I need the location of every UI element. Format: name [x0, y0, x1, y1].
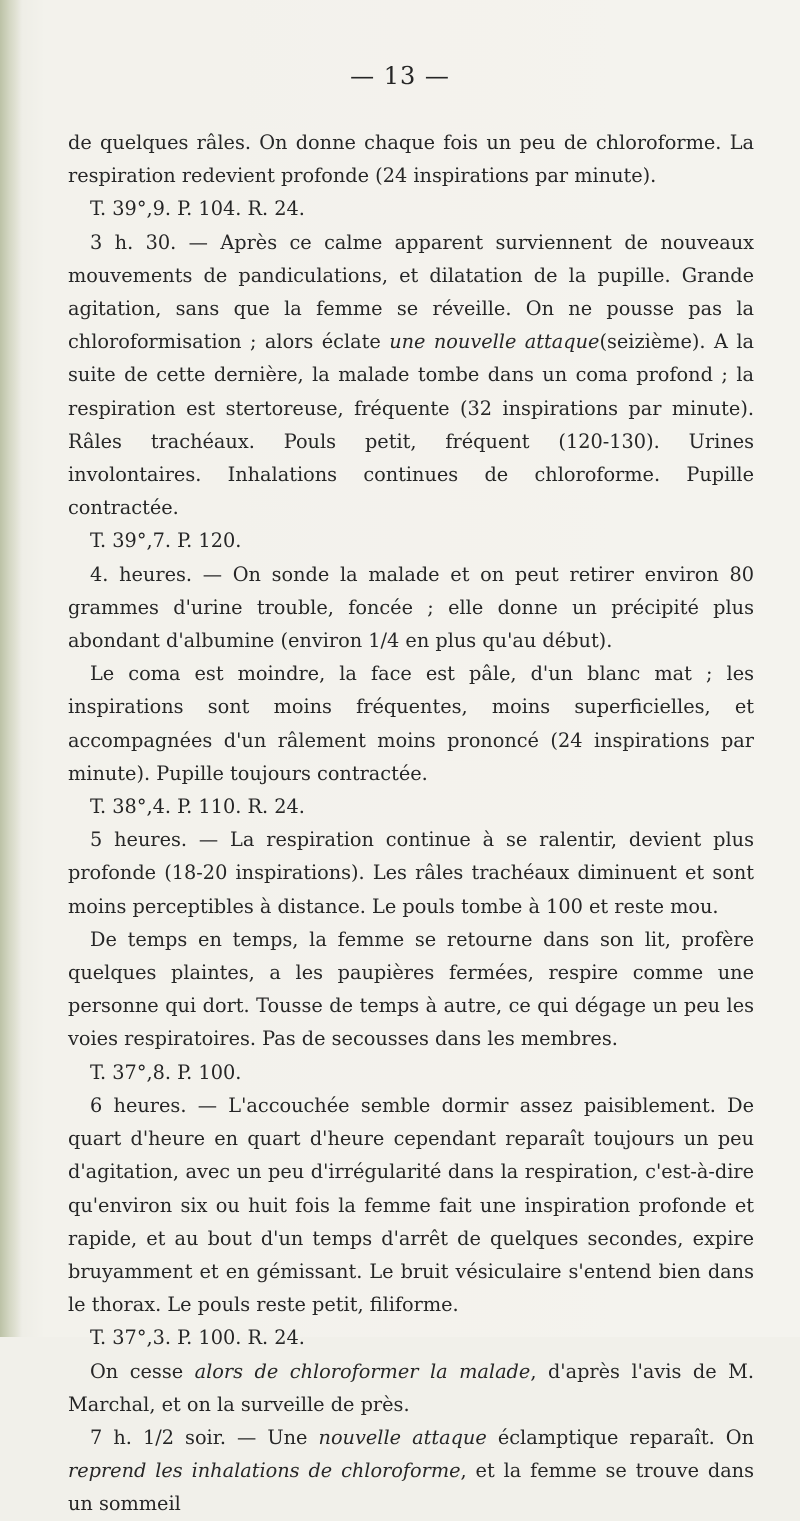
text-span: éclamptique reparaît. On — [486, 1425, 755, 1449]
vitals-line: T. 37°,8. P. 100. — [90, 1060, 242, 1084]
page-edge-shadow — [0, 0, 22, 1337]
italic-span: nouvelle attaque — [318, 1425, 487, 1449]
vitals-line: T. 38°,4. P. 110. R. 24. — [90, 795, 305, 819]
vitals-line: T. 37°,3. P. 100. R. 24. — [90, 1326, 305, 1350]
italic-span: une nouvelle attaque — [389, 330, 600, 354]
paragraph-7h30 — [68, 1421, 754, 1521]
paragraph-on-cesse — [68, 1355, 754, 1421]
italic-span: reprend les inhalations de chloroforme — [68, 1459, 461, 1483]
paragraph-3h30 — [68, 226, 754, 525]
text-span: On cesse — [90, 1359, 195, 1383]
text-span: , d'après l'avis de M. Marchal, et on la surveille de près. — [68, 1359, 754, 1416]
vitals-line: T. 39°,9. P. 104. R. 24. — [90, 197, 305, 221]
text-span: , et la femme se trouve dans un sommeil — [68, 1459, 754, 1516]
paragraph-5h: 5 heures. — La respiration continue à se ralentir, devient plus profonde (18-20 inspirations). Les râles trachéaux diminuent et sont moins perceptibles à distance. Le pouls tombe à 100 et reste mou. — [68, 828, 754, 918]
italic-span: alors de chloroformer la malade — [194, 1359, 531, 1383]
paragraph-continuation: de quelques râles. On donne chaque fois un peu de chloroforme. La respiration redevient profonde (24 inspirations par minute). — [68, 131, 754, 188]
text-span: 7 h. 1/2 soir. — Une — [90, 1425, 319, 1449]
paragraph-de-temps: De temps en temps, la femme se retourne dans son lit, profère quelques plaintes, a les paupières fermées, respire comme une personne qui dort. Tousse de temps à autre, ce qui dégage un peu les voies respiratoires. Pas de secousses dans les membres. — [68, 927, 754, 1051]
vitals-line: T. 39°,7. P. 120. — [90, 529, 242, 553]
text-span: 3 h. 30. — Après ce calme apparent surviennent de nouveaux mouvements de pandiculations, et dilatation de la pupille. Grande agitation, sans que la femme se réveille. On ne pousse pas la chloroformisation ; alors éclate — [68, 230, 754, 354]
page-number: — 13 — — [350, 62, 450, 90]
paragraph-4h: 4. heures. — On sonde la malade et on peut retirer environ 80 grammes d'urine trouble, foncée ; elle donne un précipité plus abondant d'albumine (environ 1/4 en plus qu'au début). — [68, 562, 754, 653]
text-span: (seizième). A la suite de cette dernière, la malade tombe dans un coma profond ; la respiration est stertoreuse, fréquente (32 inspirations par minute). Râles trachéaux. Pouls petit, fréquent (120-130). Urines involontaires. Inhalations continues de chloroforme. Pupille contractée. — [68, 330, 754, 520]
paragraph-6h: 6 heures. — L'accouchée semble dormir assez paisiblement. De quart d'heure en quart d'heure cependant reparaît toujours un peu d'agitation, avec un peu d'irrégularité dans la respiration, c'est-à-dire qu'environ six ou huit fois la femme fait une inspiration profonde et rapide, et au bout d'un temps d'arrêt de quelques secondes, expire bruyamment et en gémissant. Le bruit vésiculaire s'entend bien dans le thorax. Le pouls reste petit, filiforme. — [68, 1093, 754, 1317]
paragraph-coma: Le coma est moindre, la face est pâle, d'un blanc mat ; les inspirations sont moins fréquentes, moins superficielles, et accompagnées d'un râlement moins prononcé (24 inspirations par minute). Pupille toujours contractée. — [68, 662, 754, 785]
body-text — [68, 126, 754, 1521]
